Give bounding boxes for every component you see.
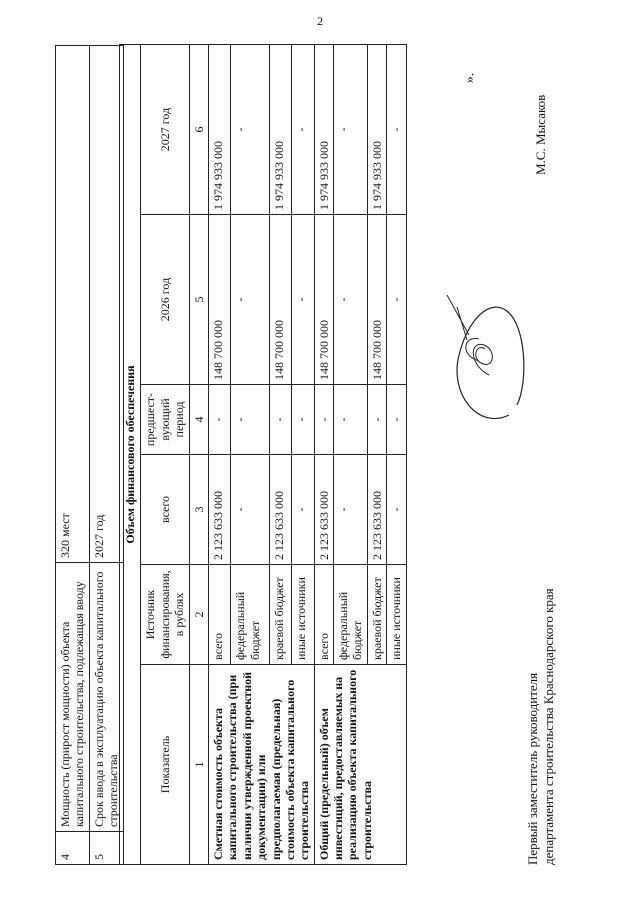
object-parameters-table [55,45,124,865]
column-number: 1 [189,665,208,865]
source-cell: федеральный бюджет [334,565,368,665]
header-2026: 2026 год [141,215,189,385]
source-cell: федеральный бюджет [231,565,270,665]
signatory-position [525,588,558,865]
column-number: 3 [189,455,208,565]
total-cell: 2 123 633 000 [270,455,292,565]
rotated-document-content [55,45,585,865]
row-number: 4 [56,832,90,865]
source-cell: всего [208,565,230,665]
year-2026-cell: 148 700 000 [208,215,230,385]
header-indicator: Показатель [141,665,189,865]
year-2027-cell: - [231,44,270,214]
indicator-cell: Сметная стоимость объекта капитального строительства (при наличии утвержденной проектной документации) или предполагаемая (предельная) стоимость объекта капитального строительства [208,665,314,865]
year-2026-cell: - [231,215,270,385]
signatory-name: М.С. Мысаков [533,94,548,175]
header-2027: 2027 год [141,44,189,214]
row-number: 5 [89,832,123,865]
row-value: 2027 год [89,46,123,563]
year-2027-cell: 1 974 933 000 [367,44,386,214]
year-2027-cell: 1 974 933 000 [270,44,292,214]
total-cell: 2 123 633 000 [208,455,230,565]
table-row [314,44,333,864]
previous-period-cell: - [292,385,314,455]
year-2027-cell: 1 974 933 000 [314,44,333,214]
table-row [208,44,230,864]
total-cell: - [292,455,314,565]
previous-period-cell: - [367,385,386,455]
total-cell: 2 123 633 000 [314,455,333,565]
handwritten-signature [439,285,529,435]
indicator-cell: Общий (предельный) объем инвестиций, предоставляемых на реализацию объекта капитального строительства [314,665,406,865]
previous-period-cell: - [208,385,230,455]
year-2026-cell: - [334,215,368,385]
column-number: 5 [189,215,208,385]
table-row [56,46,90,865]
column-number: 2 [189,565,208,665]
total-cell: - [231,455,270,565]
total-cell: - [334,455,368,565]
financing-table [119,44,407,865]
row-label: Мощность (прирост мощности) объекта капитального строительства, подлежащая вводу [56,563,90,832]
source-cell: иные источники [292,565,314,665]
previous-period-cell: - [270,385,292,455]
row-value: 320 мест [56,46,90,563]
table-row [89,46,123,865]
year-2026-cell: - [292,215,314,385]
row-label: Срок ввода в эксплуатацию объекта капитального строительства [89,563,123,832]
year-2026-cell: - [387,215,406,385]
source-cell: краевой бюджет [367,565,386,665]
closing-quote-mark: ». [462,72,478,84]
year-2027-cell: - [334,44,368,214]
header-total: всего [141,455,189,565]
year-2027-cell: 1 974 933 000 [208,44,230,214]
signature-block [525,45,585,865]
source-cell: иные источники [387,565,406,665]
year-2027-cell: - [387,44,406,214]
column-number: 6 [189,44,208,214]
previous-period-cell: - [334,385,368,455]
previous-period-cell: - [314,385,333,455]
header-source: Источник финансирования, в рублях [141,565,189,665]
year-2027-cell: - [292,44,314,214]
previous-period-cell: - [387,385,406,455]
source-cell: всего [314,565,333,665]
signatory-position-line: Первый заместитель руководителя [525,672,540,865]
column-number: 4 [189,385,208,455]
signatory-position-line: департамента строительства Краснодарского края [541,588,557,865]
year-2026-cell: 148 700 000 [367,215,386,385]
year-2026-cell: 148 700 000 [314,215,333,385]
year-2026-cell: 148 700 000 [270,215,292,385]
total-cell: 2 123 633 000 [367,455,386,565]
previous-period-cell: - [231,385,270,455]
page-number: 2 [317,14,323,28]
source-cell: краевой бюджет [270,565,292,665]
total-cell: - [387,455,406,565]
financing-table-title: Объем финансового обеспечения [120,44,141,864]
header-previous-period: предшест-вующий период [141,385,189,455]
